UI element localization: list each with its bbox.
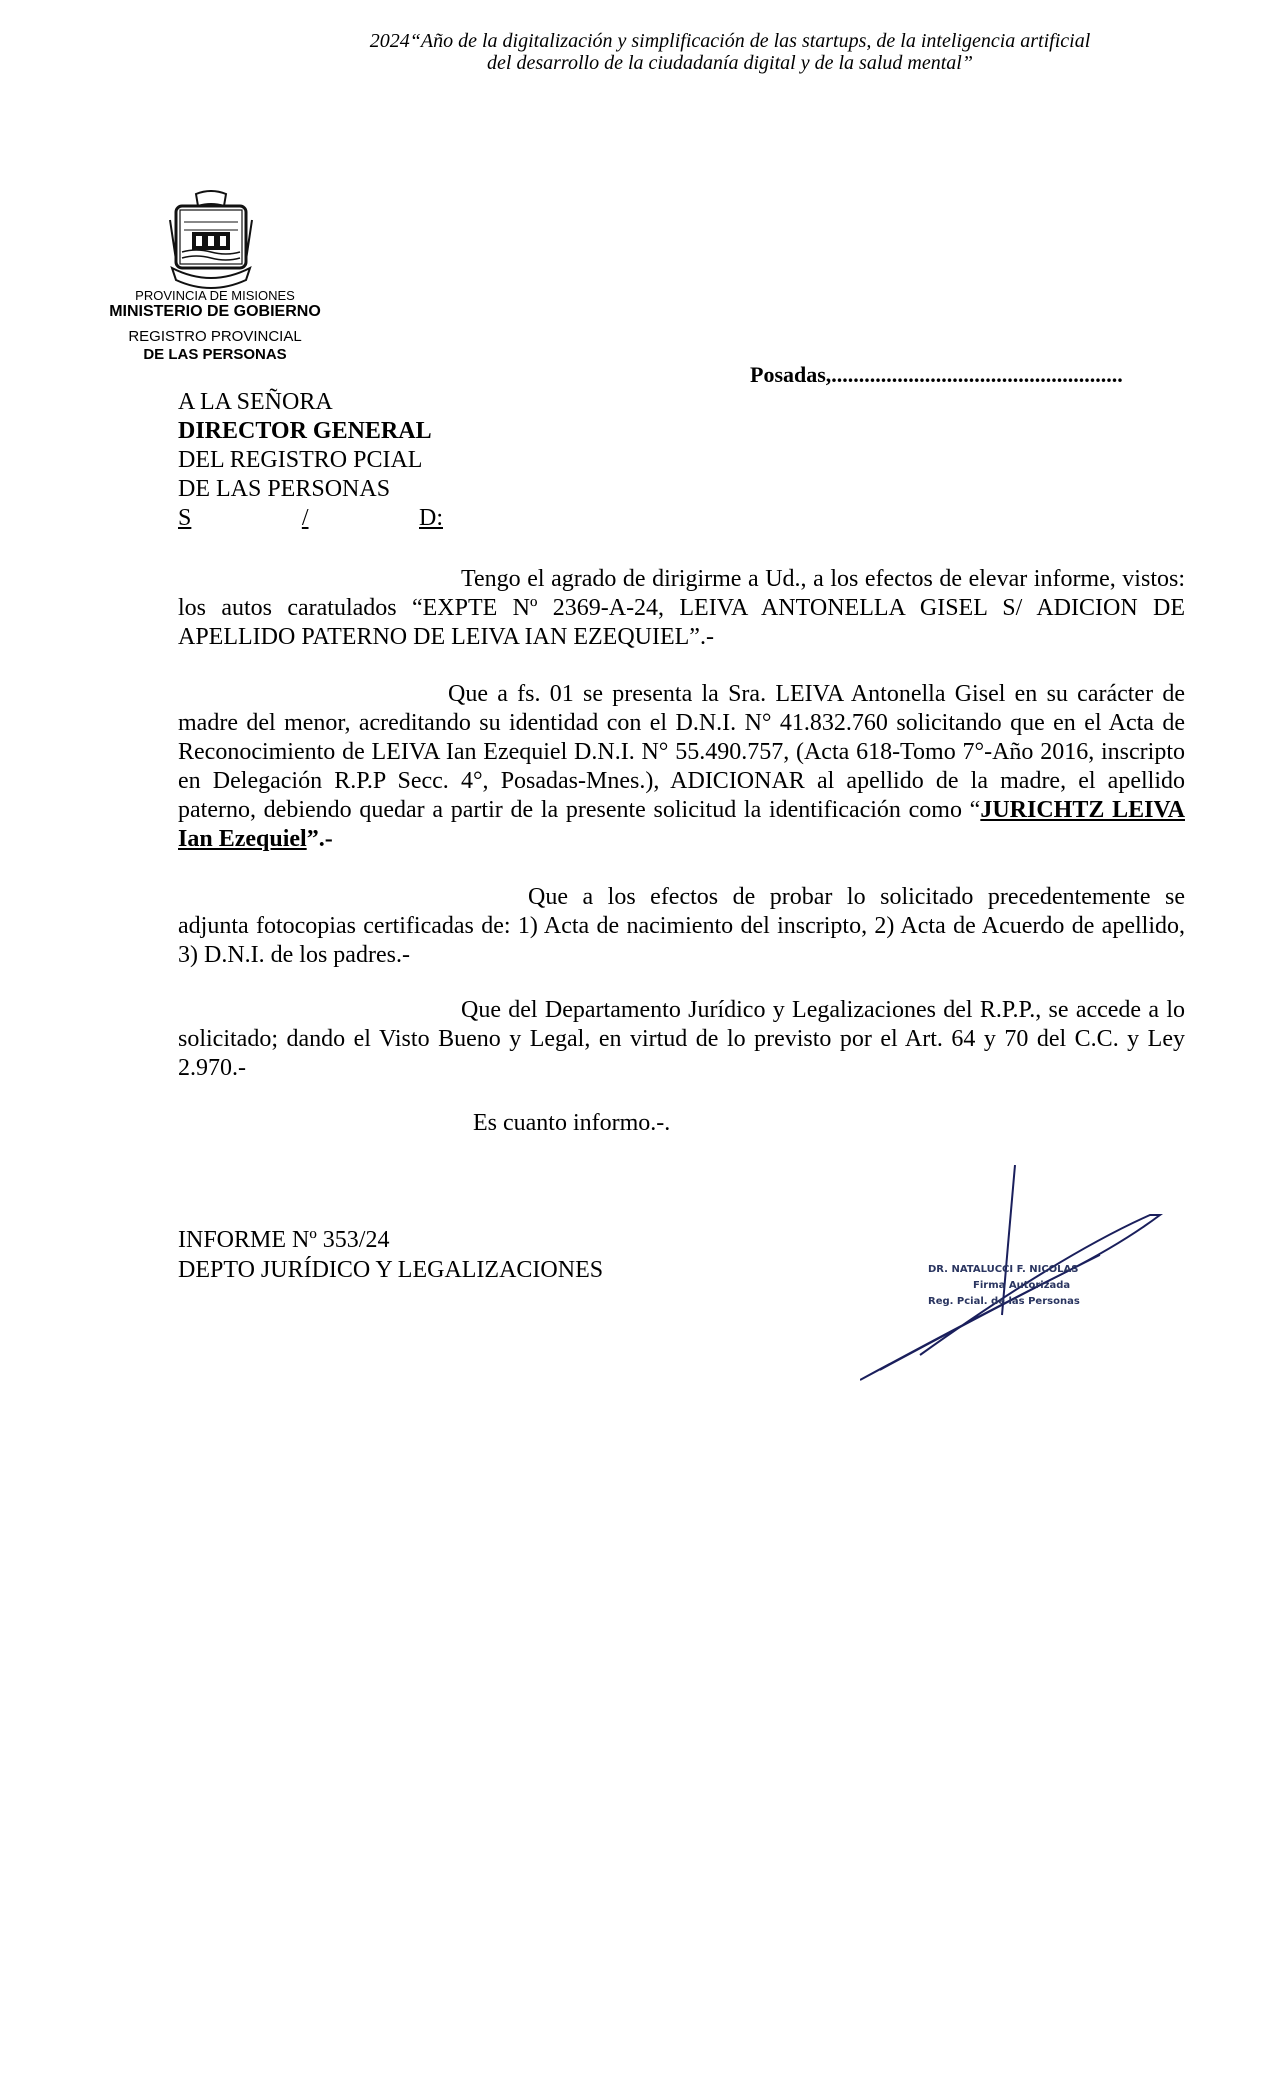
logo-registry: REGISTRO PROVINCIAL bbox=[128, 328, 302, 345]
motto-line-2: del desarrollo de la ciudadanía digital y de la salud mental” bbox=[487, 52, 973, 74]
logo-persons-word: PERSONAS bbox=[202, 346, 287, 363]
closing-line: Es cuanto informo.-. bbox=[473, 1110, 671, 1136]
paragraph-intro bbox=[178, 565, 1185, 652]
addressee-line-3: DEL REGISTRO PCIAL bbox=[178, 447, 423, 473]
paragraph-decision bbox=[178, 996, 1185, 1083]
authorized-signature-stamp bbox=[928, 1262, 1098, 1310]
report-department: DEPTO JURÍDICO Y LEGALIZACIONES bbox=[178, 1257, 604, 1283]
report-number: INFORME Nº 353/24 bbox=[178, 1227, 390, 1253]
paragraph-request bbox=[178, 680, 1185, 854]
addressee-title: DIRECTOR GENERAL bbox=[178, 418, 432, 444]
su-despacho bbox=[178, 504, 443, 533]
logo-province: PROVINCIA DE MISIONES bbox=[135, 288, 295, 303]
header-motto bbox=[280, 30, 1180, 74]
logo-persons-prefix: DE LAS bbox=[143, 346, 199, 363]
new-identification-name: JURICHTZ LEIVA Ian Ezequiel bbox=[178, 797, 1185, 852]
addressee-line-4: DE LAS PERSONAS bbox=[178, 476, 391, 502]
place-date-line: Posadas,..................................................... bbox=[750, 362, 1123, 387]
sd-slash: / bbox=[301, 505, 309, 531]
paragraph-decision-text: Que del Departamento Jurídico y Legalizaciones del R.P.P., se accede a lo solicitado; dando el Visto Bueno y Legal, en virtud de lo previsto por el Art. 64 y 70 del C.C. y Ley 2.970.- bbox=[178, 997, 1185, 1081]
report-reference bbox=[178, 1225, 603, 1285]
motto-line-1: 2024“Año de la digitalización y simplificación de las startups, de la inteligencia artificial bbox=[369, 30, 1091, 52]
paragraph-intro-text: Tengo el agrado de dirigirme a Ud., a los efectos de elevar informe, vistos: los autos caratulados “EXPTE Nº 2369-A-24, LEIVA ANTONELLA GISEL S/ ADICION DE APELLIDO PATERNO DE LEIVA IAN EZEQUIEL”.- bbox=[178, 566, 1185, 650]
logo-persons bbox=[90, 346, 340, 364]
addressee-line-1: A LA SEÑORA bbox=[178, 389, 333, 415]
paragraph-attachments-text: Que a los efectos de probar lo solicitado precedentemente se adjunta fotocopias certificadas de: 1) Acta de nacimiento del inscripto, 2) Acta de Acuerdo de apellido, 3) D.N.I. de los padres.- bbox=[178, 884, 1185, 968]
logo-ministry: MINISTERIO DE GOBIERNO bbox=[109, 303, 321, 320]
sd-s: S bbox=[178, 505, 192, 531]
stamp-office: Reg. Pcial. de las Personas bbox=[928, 1296, 1080, 1307]
paragraph-request-text: Que a fs. 01 se presenta la Sra. LEIVA Antonella Gisel en su carácter de madre del menor, acreditando su identidad con el D.N.I. N° 41.832.760 solicitando que en el Acta de Reconocimiento de LEIVA Ian Ezequiel D.N.I. N° 55.490.757, (Acta 618-Tomo 7°-Año 2016, inscripto en Delegación R.P.P Secc. 4°, Posadas-Mnes.), ADICIONAR al apellido de la madre, el apellido paterno, debiendo quedar a partir de la presente solicitud la identificación como “ bbox=[178, 681, 1185, 823]
paragraph-attachments bbox=[178, 883, 1185, 970]
addressee-block bbox=[178, 388, 443, 533]
ministry-logo-text bbox=[90, 288, 340, 364]
paragraph-request-end: ”.- bbox=[306, 826, 333, 852]
stamp-role: Firma Autorizada bbox=[973, 1280, 1071, 1291]
provincial-seal-logo bbox=[166, 190, 256, 290]
stamp-name: DR. NATALUCCI F. NICOLAS bbox=[928, 1264, 1079, 1275]
sd-d: D: bbox=[419, 505, 443, 531]
